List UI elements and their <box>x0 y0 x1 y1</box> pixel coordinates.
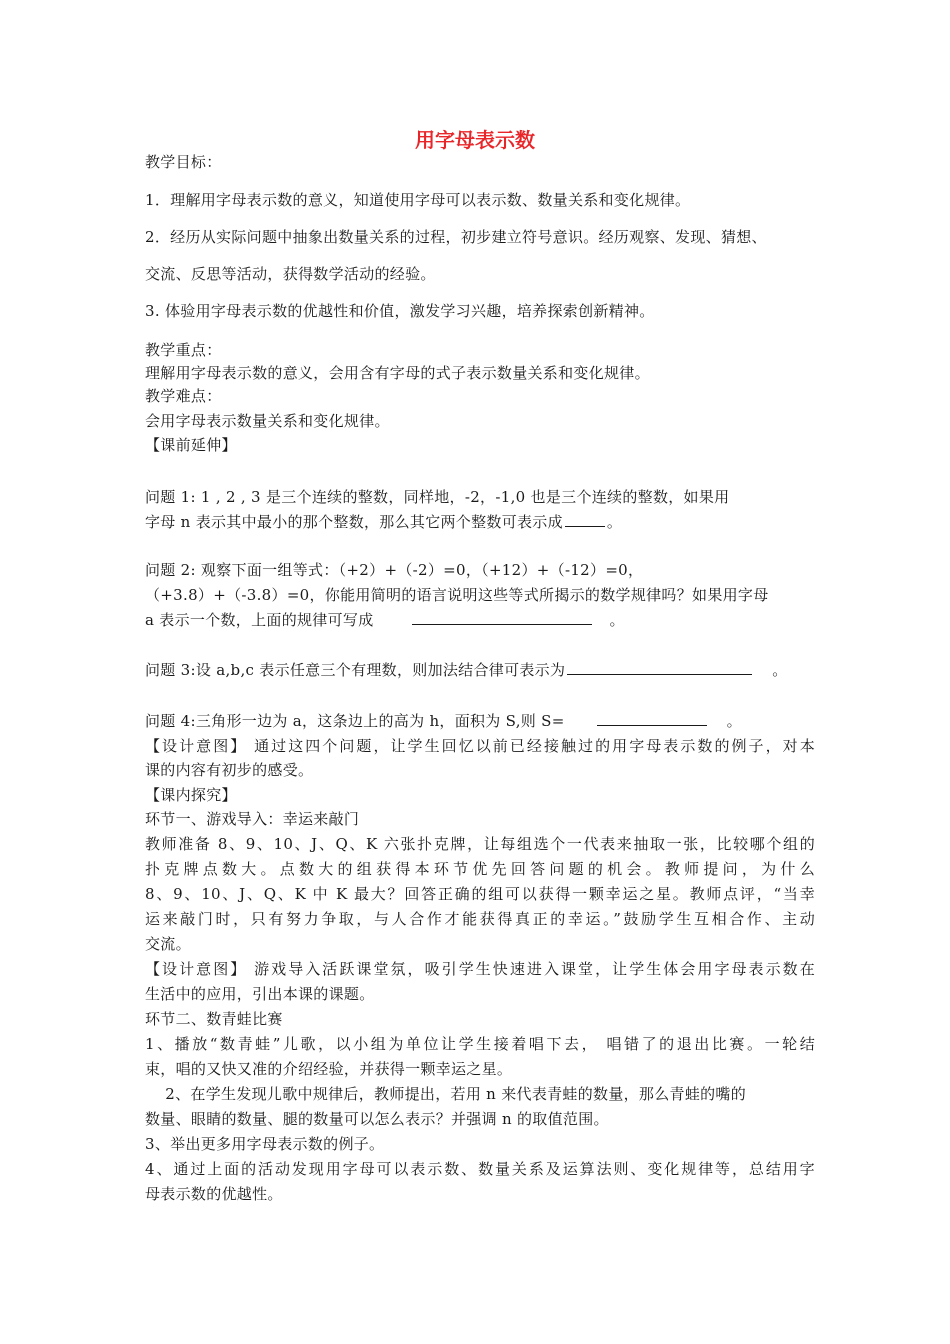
question-1-line-2 <box>145 512 815 532</box>
question-2-text: a 表示一个数，上面的规律可写成 <box>145 611 374 629</box>
question-4 <box>145 711 815 731</box>
design-intent-2-line-1: 【设计意图】 游戏导入活跃课堂氛，吸引学生快速进入课堂，让学生体会用字母表示数在 <box>145 960 815 978</box>
question-3-end: 。 <box>772 661 788 679</box>
question-3 <box>145 660 815 680</box>
pre-class-heading: 【课前延伸】 <box>145 436 237 454</box>
difficulties-heading: 教学难点： <box>145 387 222 405</box>
question-2-line-3 <box>145 610 815 630</box>
section-2-line: 2、在学生发现儿歌中规律后，教师提出，若用 n 来代表青蛙的数量，那么青蛙的嘴的 <box>145 1085 747 1103</box>
section-1-line: 运来敲门时，只有努力争取，与人合作才能获得真正的幸运。”鼓励学生互相合作、主动 <box>145 910 815 928</box>
section-2-line: 数量、眼睛的数量、腿的数量可以怎么表示？并强调 n 的取值范围。 <box>145 1110 609 1128</box>
key-points-heading: 教学重点： <box>145 341 222 359</box>
section-2-line: 4、通过上面的活动发现用字母可以表示数、数量关系及运算法则、变化规律等，总结用字 <box>145 1160 815 1178</box>
answer-blank[interactable] <box>567 660 752 675</box>
design-intent-1-line-1: 【设计意图】 通过这四个问题，让学生回忆以前已经接触过的用字母表示数的例子，对本 <box>145 737 815 755</box>
question-4-end: 。 <box>726 712 742 730</box>
answer-blank[interactable] <box>412 610 592 625</box>
question-3-text: 问题 3:设 a,b,c 表示任意三个有理数，则加法结合律可表示为 <box>145 661 566 679</box>
objective-item: 3. 体验用字母表示数的优越性和价值，激发学习兴趣，培养探索创新精神。 <box>145 302 655 320</box>
section-2-line: 母表示数的优越性。 <box>145 1185 283 1203</box>
question-1-text: 字母 n 表示其中最小的那个整数，那么其它两个整数可表示成 <box>145 513 563 531</box>
question-1-end: 。 <box>606 513 623 531</box>
in-class-heading: 【课内探究】 <box>145 786 237 804</box>
section-1-line: 扑克牌点数大。点数大的组获得本环节优先回答问题的机会。教师提问，为什么 <box>145 860 815 878</box>
answer-blank[interactable] <box>565 512 605 527</box>
section-2-title: 环节二、数青蛙比赛 <box>145 1010 283 1028</box>
objective-item: 2．经历从实际问题中抽象出数量关系的过程，初步建立符号意识。经历观察、发现、猜想、 <box>145 228 767 246</box>
question-1-line-1: 问题 1: 1 , 2 , 3 是三个连续的整数，同样地，-2，-1,0 也是三个连续的整数，如果用 <box>145 488 730 506</box>
difficulties-text: 会用字母表示数量关系和变化规律。 <box>145 412 390 430</box>
section-1-line: 教师准备 8、9、10、J、Q、K 六张扑克牌，让每组选个一代表来抽取一张，比较哪个组的 <box>145 835 815 853</box>
objective-item: 交流、反思等活动，获得数学活动的经验。 <box>145 265 436 283</box>
question-2-line-1: 问题 2: 观察下面一组等式：（+2）+（-2）=0，（+12）+（-12）=0， <box>145 561 644 579</box>
design-intent-1-line-2: 课的内容有初步的感受。 <box>145 761 314 779</box>
section-2-line: 3、举出更多用字母表示数的例子。 <box>145 1135 385 1153</box>
section-1-line: 交流。 <box>145 935 191 953</box>
question-2-line-2: （+3.8）+（-3.8）=0，你能用简明的语言说明这些等式所揭示的数学规律吗？如果用字母 <box>145 586 769 604</box>
section-1-title: 环节一、游戏导入：幸运来敲门 <box>145 810 360 828</box>
question-4-text: 问题 4:三角形一边为 a，这条边上的高为 h，面积为 S,则 S= <box>145 712 565 730</box>
section-2-line: 束，唱的又快又准的介绍经验，并获得一颗幸运之星。 <box>145 1060 513 1078</box>
key-points-text: 理解用字母表示数的意义，会用含有字母的式子表示数量关系和变化规律。 <box>145 364 650 382</box>
section-2-line: 1、播放“数青蛙”儿歌，以小组为单位让学生接着唱下去， 唱错了的退出比赛。一轮结 <box>145 1035 815 1053</box>
document-title: 用字母表示数 <box>415 128 535 152</box>
section-1-line: 8、9、10、J、Q、K 中 K 最大？回答正确的组可以获得一颗幸运之星。教师点评，“当幸 <box>145 885 815 903</box>
objective-item: 1．理解用字母表示数的意义，知道使用字母可以表示数、数量关系和变化规律。 <box>145 191 691 209</box>
objectives-heading: 教学目标： <box>145 153 222 171</box>
design-intent-2-line-2: 生活中的应用，引出本课的课题。 <box>145 985 375 1003</box>
answer-blank[interactable] <box>597 711 707 726</box>
question-2-end: 。 <box>609 611 625 629</box>
